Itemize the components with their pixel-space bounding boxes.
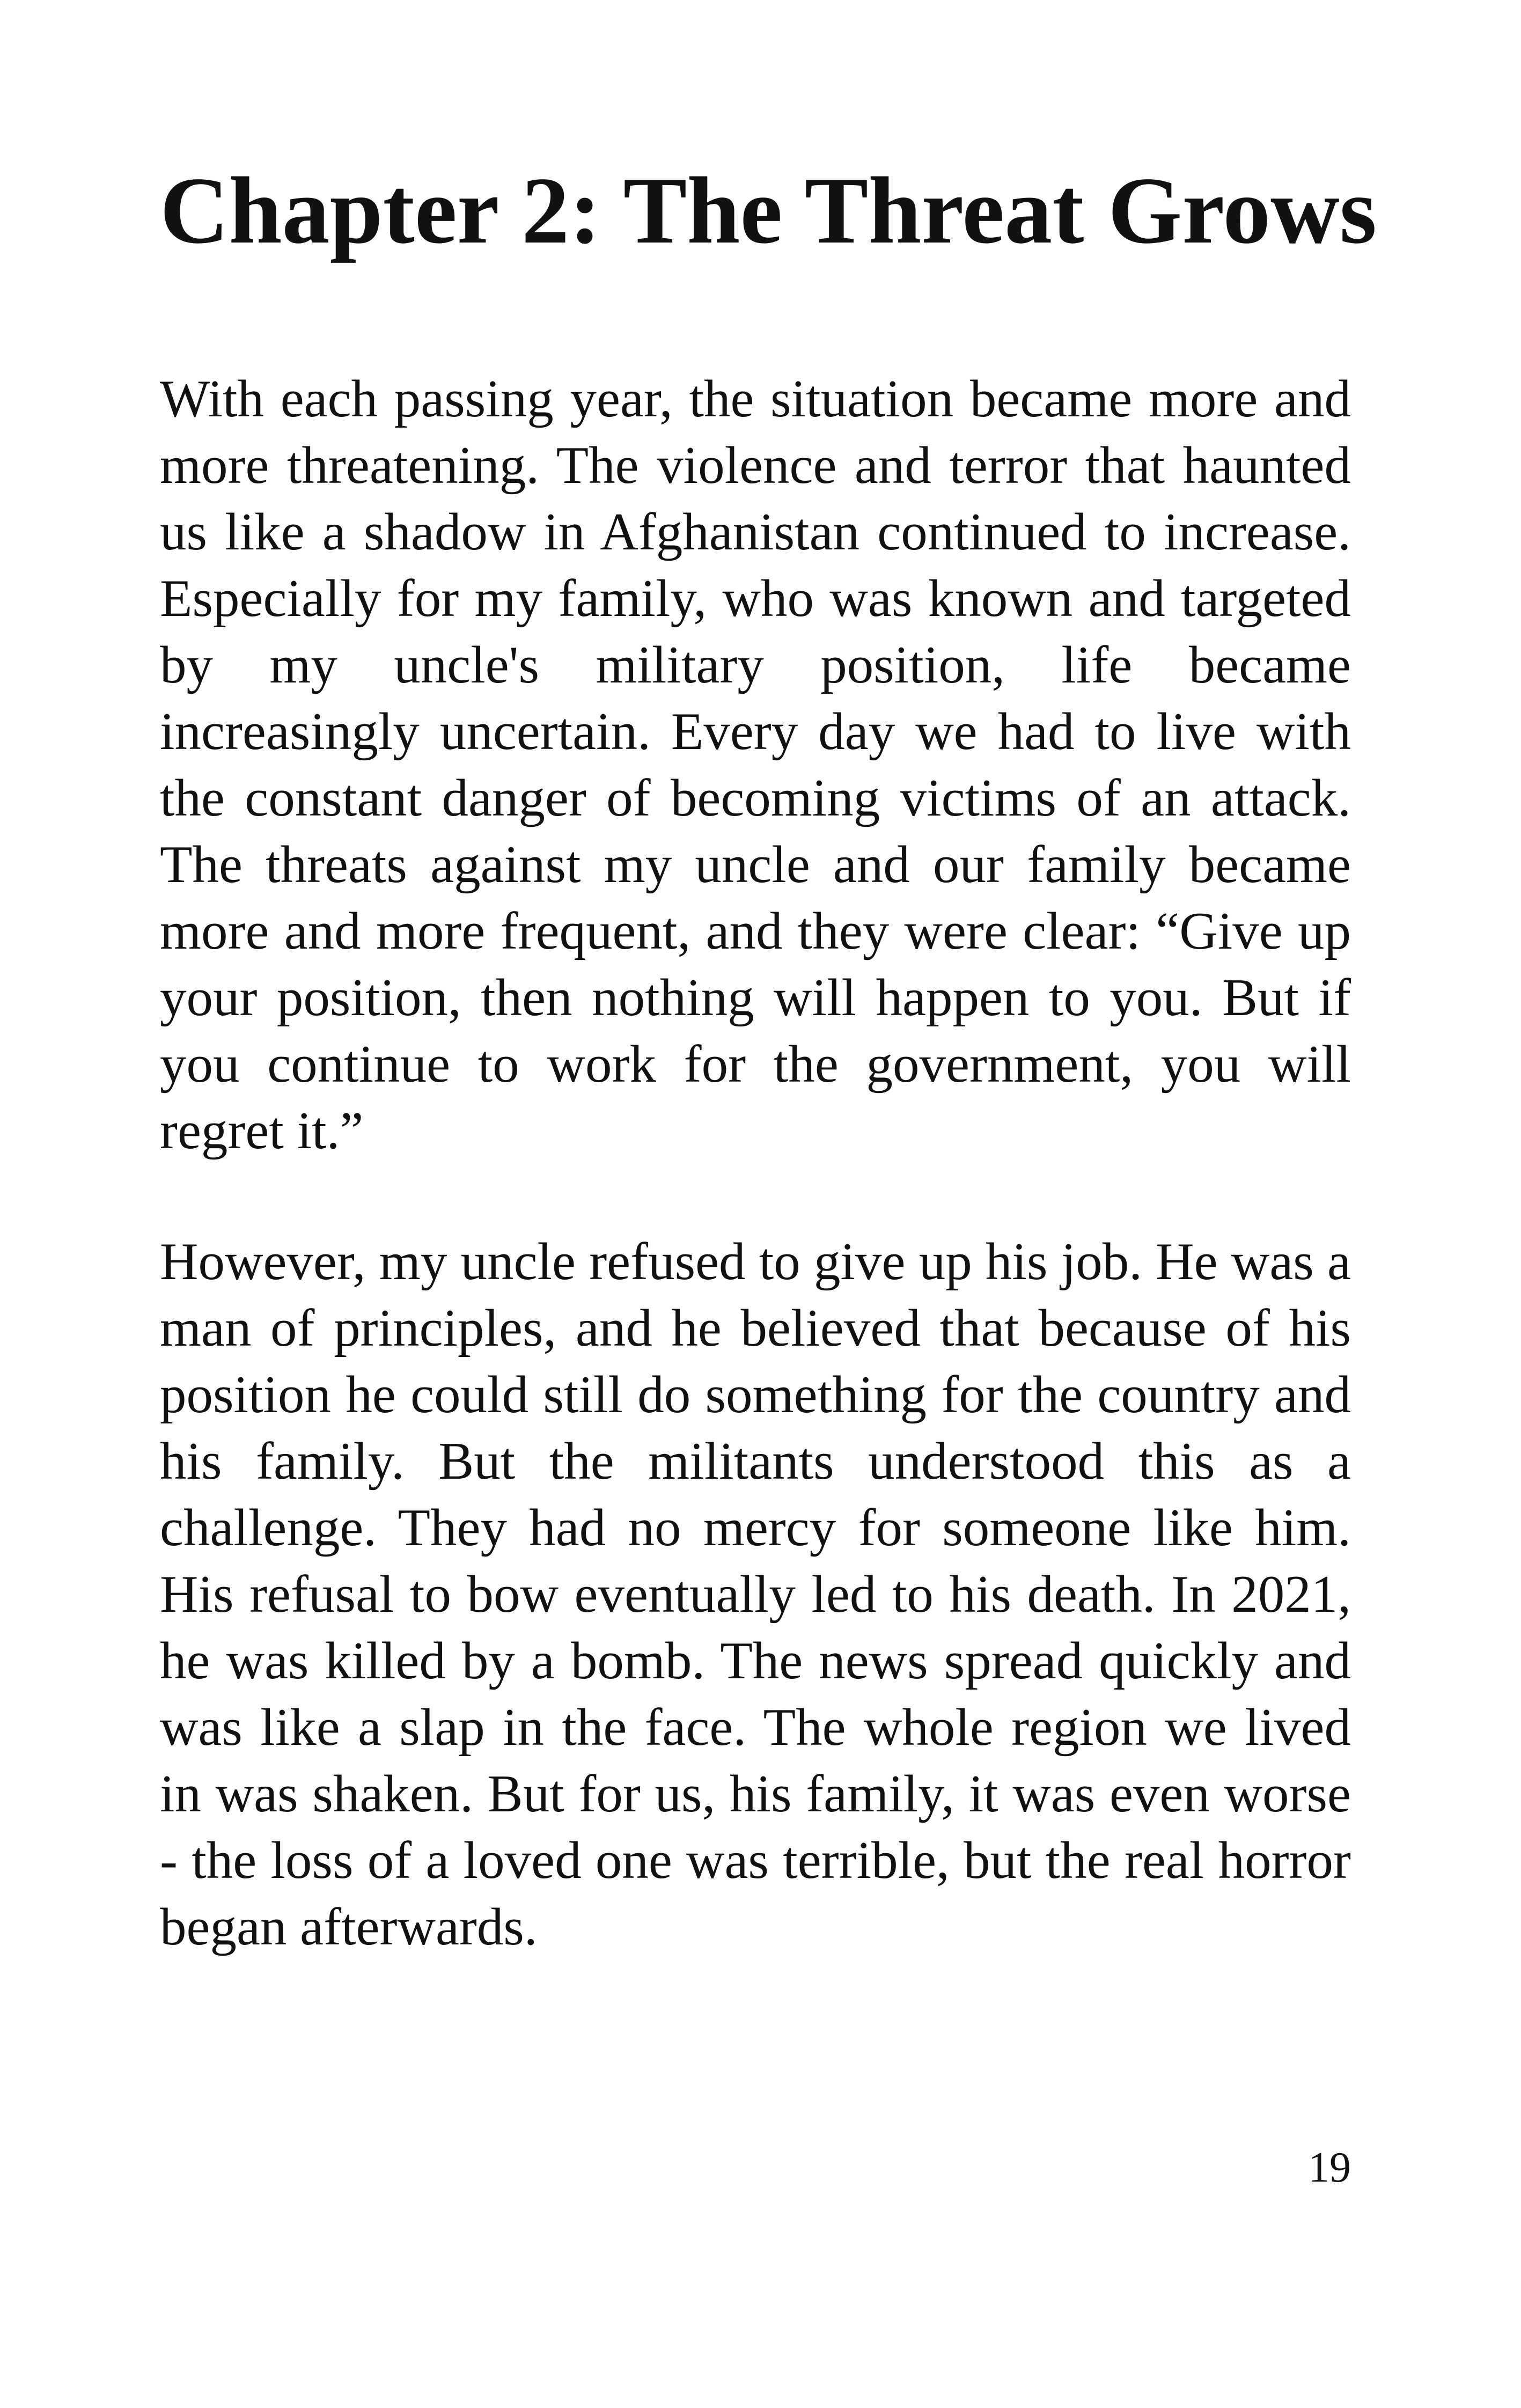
chapter-title: Chapter 2: The Threat Grows — [160, 157, 1377, 263]
paragraph-2: However, my uncle refused to give up his job. He was a man of principles, and he believed that because of his position he could still do something for the country and his family. But the militants understood this as a challenge. They had no mercy for someone like him. His refusal to bow eventually led to his death. In 2021, he was killed by a bomb. The news spread quickly and was like a slap in the face. The whole region we lived in was shaken. But for us, his family, it was even worse - the loss of a loved one was terrible, but the real horror began afterwards. — [160, 1232, 1351, 1956]
page-number: 19 — [1308, 2144, 1351, 2191]
paragraph-1: With each passing year, the situation became more and more threatening. The violence and terror that haunted us like a shadow in Afghanistan continued to increase. Especially for my family, who was known and targeted by my uncle's military position, life became increasingly uncertain. Every day we had to live with the constant danger of becoming victims of an attack. The threats against my uncle and our family became more and more frequent, and they were clear: “Give up your position, then nothing will happen to you. But if you continue to work for the government, you will regret it.” — [160, 370, 1351, 1160]
